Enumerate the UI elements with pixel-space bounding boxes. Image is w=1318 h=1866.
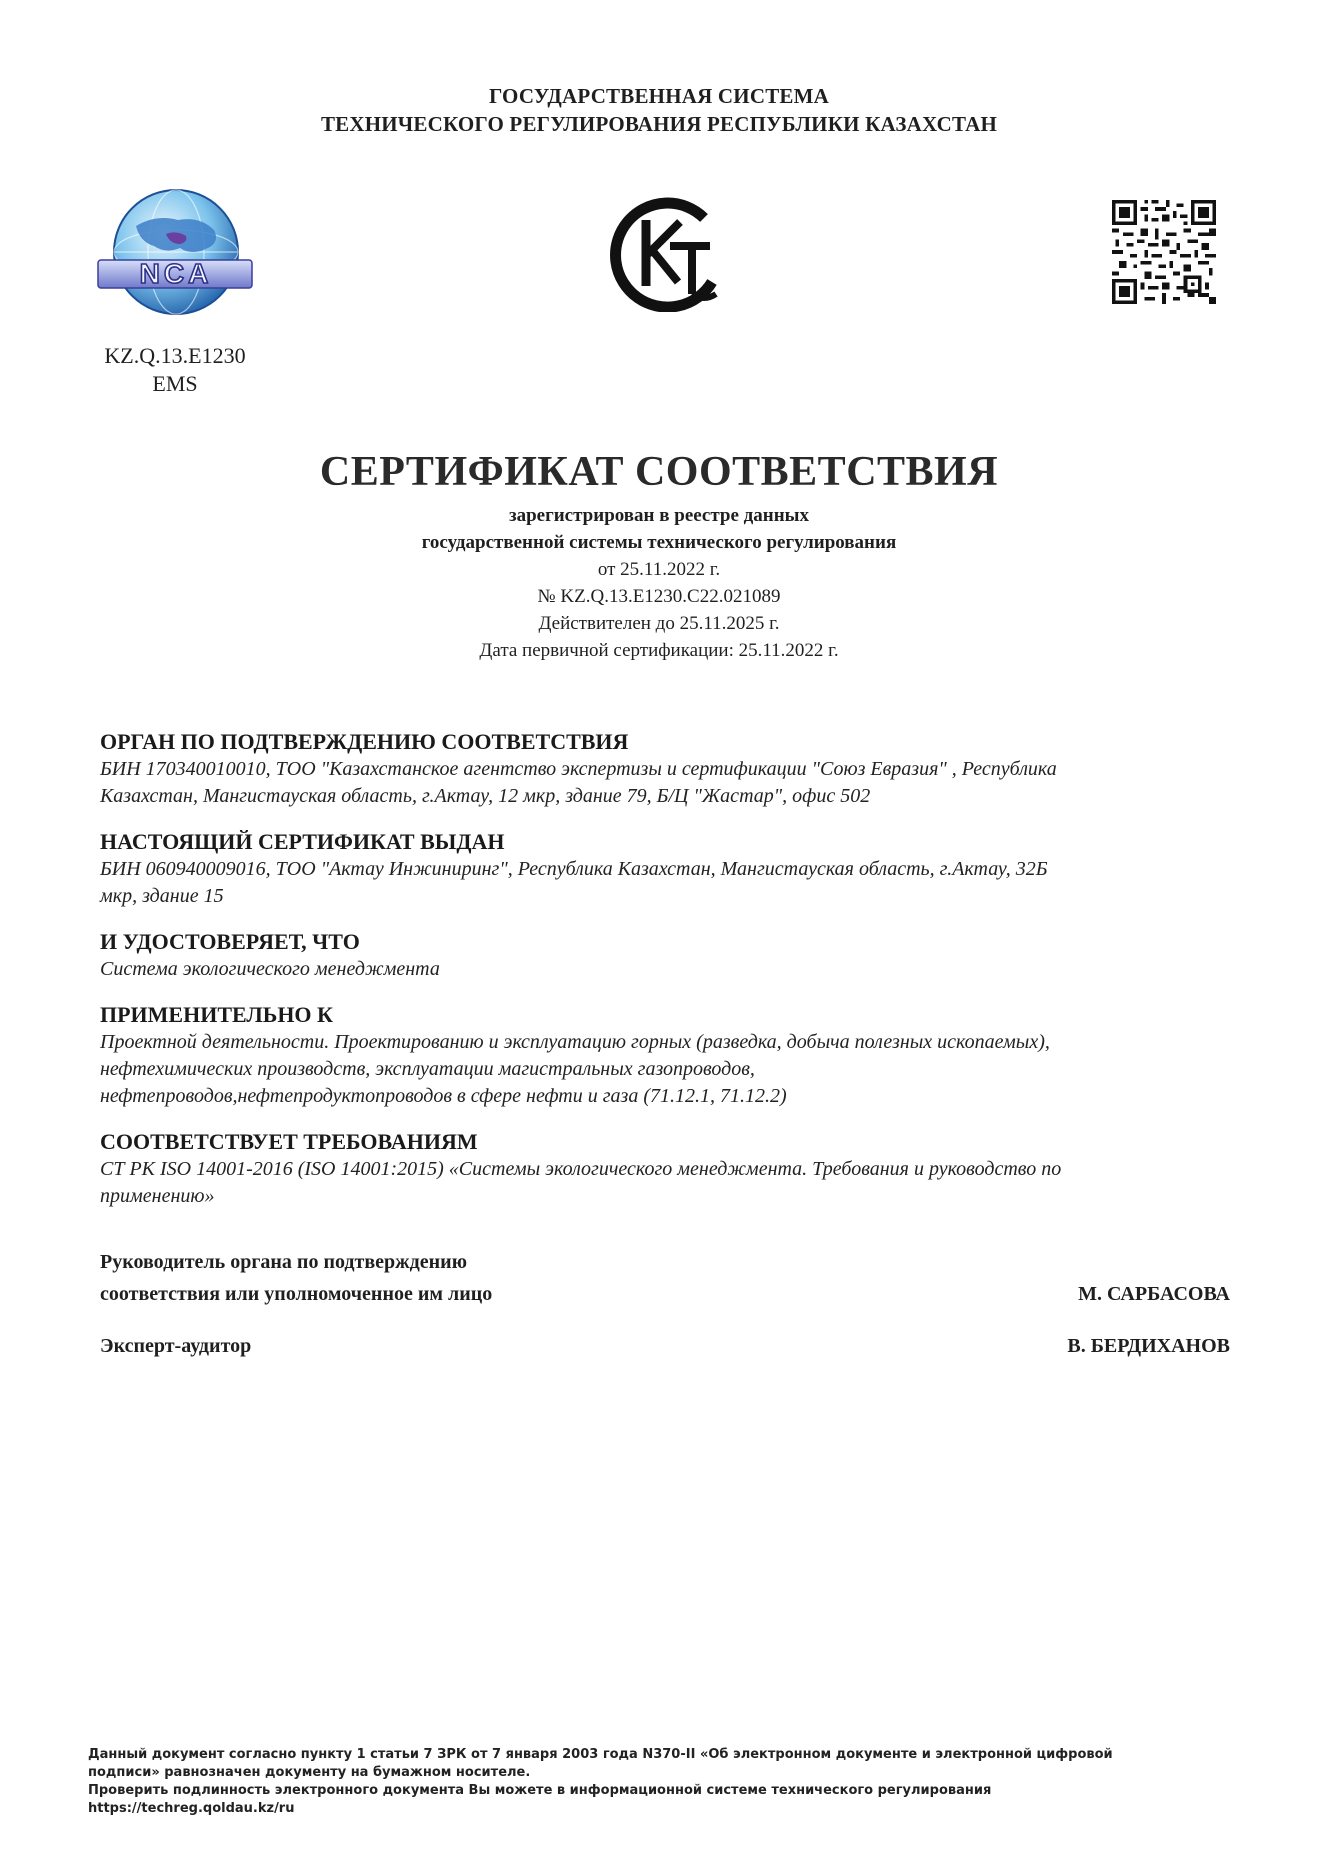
section-body	[100, 1156, 1230, 1210]
section-line: СТ РК ISO 14001-2016 (ISO 14001:2015) «Системы экологического менеджмента. Требования и руководство по	[100, 1158, 1062, 1180]
section-organ	[100, 728, 1230, 810]
legal-footer	[88, 1746, 1228, 1818]
head-label-line-1: Руководитель органа по подтверждению	[100, 1251, 467, 1273]
qr-code-icon	[1112, 200, 1216, 304]
section-heading: СООТВЕТСТВУЕТ ТРЕБОВАНИЯМ	[100, 1129, 478, 1154]
valid-until: Действителен до 25.11.2025 г.	[538, 613, 780, 634]
head-label-line-2: соответствия или уполномоченное им лицо	[100, 1283, 493, 1305]
verification-link[interactable]: https://techreg.qoldau.kz/ru	[88, 1801, 295, 1816]
header-line-2: ТЕХНИЧЕСКОГО РЕГУЛИРОВАНИЯ РЕСПУБЛИКИ КАЗАХСТАН	[320, 112, 998, 136]
section-line: нефтепроводов,нефтепродуктопроводов в сфере нефти и газа (71.12.1, 71.12.2)	[100, 1085, 787, 1107]
section-heading: ОРГАН ПО ПОДТВЕРЖДЕНИЮ СООТВЕТСТВИЯ	[100, 729, 629, 754]
signatures-block	[100, 1246, 1230, 1362]
section-line: нефтехимических производств, эксплуатации магистральных газопроводов,	[100, 1058, 755, 1080]
kz-conformity-mark-icon	[600, 190, 728, 312]
head-signature-row	[100, 1246, 1230, 1310]
auditor-label: Эксперт-аудитор	[100, 1335, 252, 1357]
section-line: мкр, здание 15	[100, 885, 224, 907]
section-line: Система экологического менеджмента	[100, 958, 440, 980]
section-certifies	[100, 928, 1230, 983]
section-body	[100, 756, 1230, 810]
section-line: БИН 060940009016, ТОО "Актау Инжиниринг", Республика Казахстан, Мангистауская область, г.Актау, 32Б	[100, 858, 1048, 880]
section-line: БИН 170340010010, ТОО "Казахстанское агентство экспертизы и сертификации "Союз Евразия" , Республика	[100, 758, 1057, 780]
registered-line-2: государственной системы технического регулирования	[421, 532, 897, 553]
section-requirements	[100, 1128, 1230, 1210]
section-body	[100, 956, 1230, 983]
certificate-title: СЕРТИФИКАТ СООТВЕТСТВИЯ	[319, 449, 999, 495]
auditor-signature-row	[100, 1330, 1230, 1362]
cert-scheme: EMS	[152, 371, 198, 396]
nca-globe-logo-icon	[96, 186, 254, 320]
auditor-name: В. БЕРДИХАНОВ	[1067, 1335, 1230, 1357]
cert-code-block	[90, 342, 260, 398]
certificate-date: от 25.11.2022 г.	[597, 559, 721, 580]
section-heading: НАСТОЯЩИЙ СЕРТИФИКАТ ВЫДАН	[100, 829, 505, 854]
footer-line-2: подписи» равнозначен документу на бумажном носителе.	[88, 1765, 531, 1780]
section-line: применению»	[100, 1185, 215, 1207]
section-body	[100, 856, 1230, 910]
initial-certification-date: Дата первичной сертификации: 25.11.2022 г.	[479, 640, 839, 661]
section-heading: И УДОСТОВЕРЯЕТ, ЧТО	[100, 929, 360, 954]
head-name: М. САРБАСОВА	[1078, 1283, 1230, 1305]
footer-line-1: Данный документ согласно пункту 1 статьи 7 ЗРК от 7 января 2003 года N370-II «Об электронном документе и электронной цифровой	[88, 1747, 1113, 1762]
section-body	[100, 1029, 1230, 1110]
header-line-1: ГОСУДАРСТВЕННАЯ СИСТЕМА	[488, 84, 829, 108]
section-line: Казахстан, Мангистауская область, г.Актау, 12 мкр, здание 79, Б/Ц "Жастар", офис 502	[100, 785, 871, 807]
cert-code: KZ.Q.13.E1230	[104, 343, 246, 368]
nca-logo-text: NCA	[139, 258, 213, 289]
section-applicable	[100, 1001, 1230, 1110]
registered-line-1: зарегистрирован в реестре данных	[508, 505, 810, 526]
section-line: Проектной деятельности. Проектированию и эксплуатацию горных (разведка, добыча полезных ископаемых),	[100, 1031, 1050, 1053]
head-label	[100, 1246, 492, 1310]
certificate-sections	[100, 728, 1230, 1228]
footer-line-3: Проверить подлинность электронного документа Вы можете в информационной системе технического регулирования	[88, 1783, 992, 1798]
section-heading: ПРИМЕНИТЕЛЬНО К	[100, 1002, 333, 1027]
section-issued-to	[100, 828, 1230, 910]
document-header	[0, 82, 1318, 138]
certificate-title-block	[0, 446, 1318, 664]
certificate-number: № KZ.Q.13.E1230.C22.021089	[537, 586, 781, 607]
